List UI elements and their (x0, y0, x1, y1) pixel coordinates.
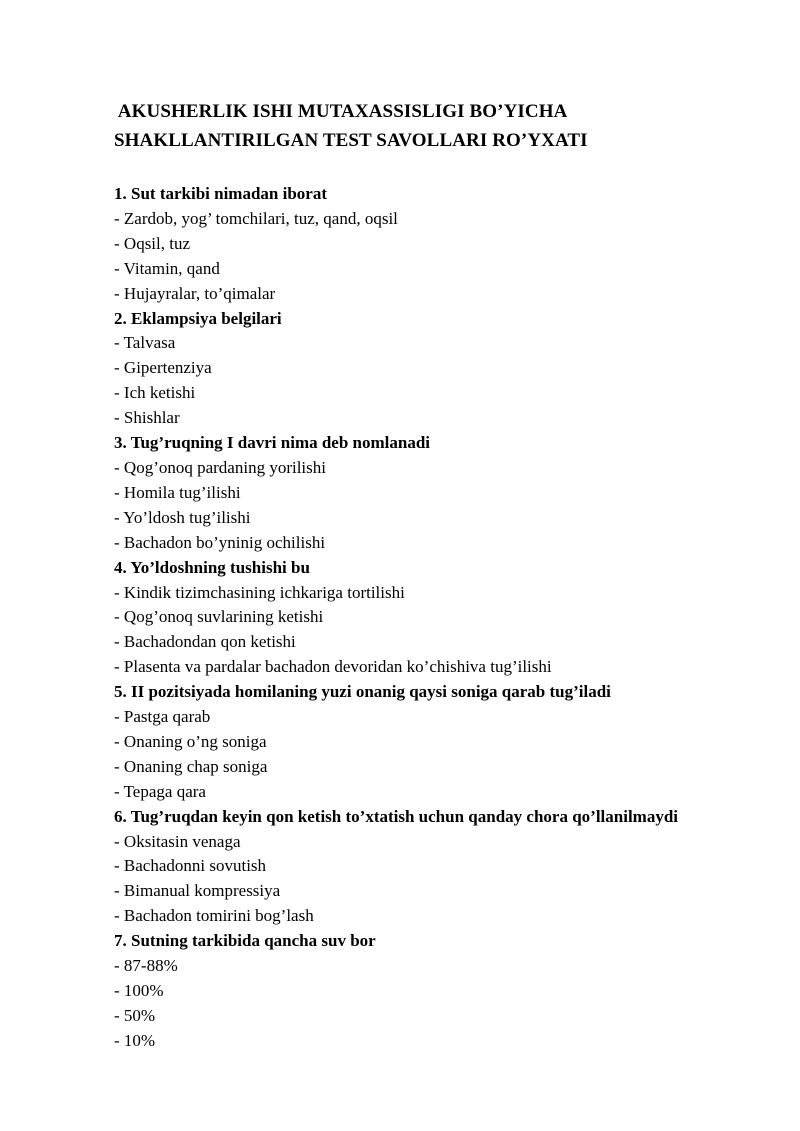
question-4-option-4: - Plasenta va pardalar bachadon devoridan ko’chishiva tug’ilishi (114, 657, 552, 677)
question-1-option-4: - Hujayralar, to’qimalar (114, 283, 276, 303)
question-6-option-1: - Oksitasin venaga (114, 831, 241, 851)
question-5-option-1: - Pastga qarab (114, 707, 211, 727)
question-2-option-1: - Talvasa (114, 333, 176, 353)
question-1-option-1: - Zardob, yog’ tomchilari, tuz, qand, oqsil (114, 208, 398, 228)
question-3-option-1: - Qog’onoq pardaning yorilishi (114, 457, 326, 477)
question-4: 4. Yo’ldoshning tushishi bu (114, 557, 310, 577)
question-6-option-2: - Bachadonni sovutish (114, 856, 267, 876)
question-7: 7. Sutning tarkibida qancha suv bor (114, 931, 376, 951)
question-3-option-4: - Bachadon bo’yninig ochilishi (114, 532, 326, 552)
question-5: 5. II pozitsiyada homilaning yuzi onanig qaysi soniga qarab tug’iladi (114, 682, 611, 702)
question-1-option-2: - Oqsil, tuz (114, 233, 191, 253)
question-block-6 (114, 805, 784, 930)
question-5-option-3: - Onaning chap soniga (114, 756, 268, 776)
question-2: 2. Eklampsiya belgilari (114, 308, 282, 328)
question-2-option-2: - Gipertenziya (114, 358, 212, 378)
question-4-option-3: - Bachadondan qon ketishi (114, 632, 296, 652)
question-block-4 (114, 556, 784, 681)
question-3-option-3: - Yo’ldosh tug’ilishi (114, 507, 251, 527)
question-1-option-3: - Vitamin, qand (114, 258, 220, 278)
question-2-option-4: - Shishlar (114, 408, 180, 428)
title-line-2: SHAKLLANTIRILGAN TEST SAVOLLARI RO’YXATI (114, 130, 588, 151)
question-3-option-2: - Homila tug’ilishi (114, 482, 241, 502)
question-6-option-4: - Bachadon tomirini bog’lash (114, 906, 314, 926)
question-2-option-3: - Ich ketishi (114, 383, 196, 403)
question-5-option-2: - Onaning o’ng soniga (114, 731, 267, 751)
question-block-5 (114, 680, 784, 805)
question-6-option-3: - Bimanual kompressiya (114, 881, 281, 901)
document-title (114, 97, 774, 155)
question-block-7 (114, 929, 784, 1054)
question-6: 6. Tug’ruqdan keyin qon ketish to’xtatish uchun qanday chora qo’llanilmaydi (114, 806, 679, 826)
question-list (114, 182, 784, 1054)
question-block-2 (114, 307, 784, 432)
question-block-1 (114, 182, 784, 307)
question-7-option-3: - 50% (114, 1005, 156, 1025)
question-4-option-1: - Kindik tizimchasining ichkariga tortilishi (114, 582, 405, 602)
question-5-option-4: - Tepaga qara (114, 781, 206, 801)
question-4-option-2: - Qog’onoq suvlarining ketishi (114, 607, 324, 627)
title-line-1: AKUSHERLIK ISHI MUTAXASSISLIGI BO’YICHA (114, 101, 568, 122)
question-block-3 (114, 431, 784, 556)
question-3: 3. Tug’ruqning I davri nima deb nomlanadi (114, 433, 431, 453)
question-1: 1. Sut tarkibi nimadan iborat (114, 184, 328, 203)
question-7-option-2: - 100% (114, 981, 164, 1000)
question-7-option-1: - 87-88% (114, 956, 178, 976)
question-7-option-4: - 10% (114, 1030, 156, 1050)
